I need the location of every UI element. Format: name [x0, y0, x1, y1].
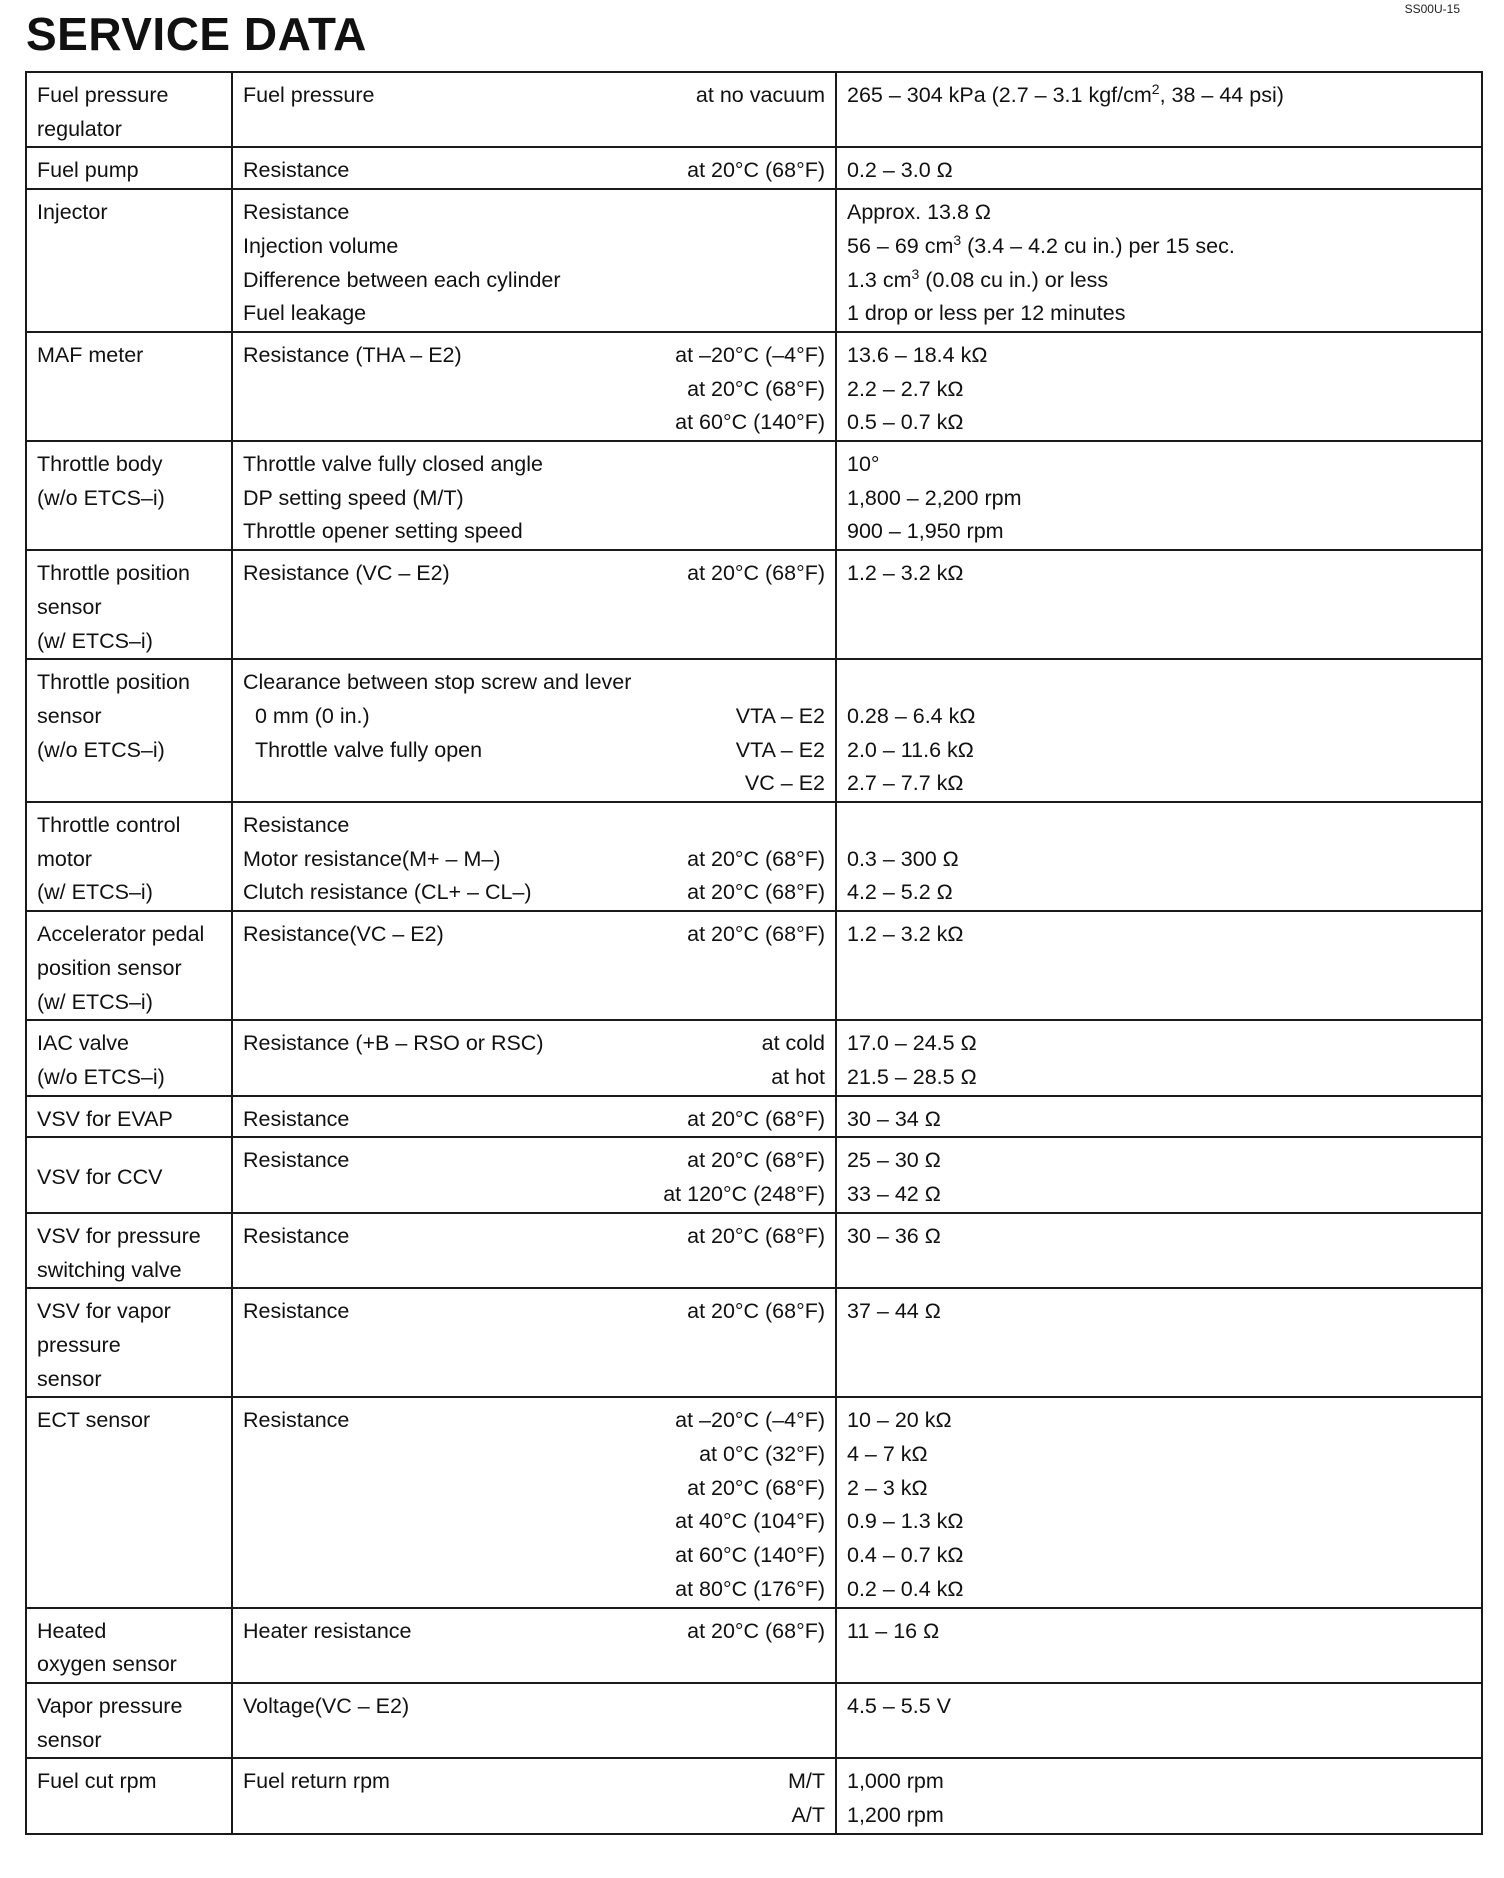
item-line	[243, 1061, 825, 1095]
item-line	[243, 79, 825, 113]
component-name: regulator	[37, 116, 122, 141]
spec-value: 25 – 30 Ω	[847, 1148, 941, 1173]
value-cell	[836, 1020, 1482, 1095]
table-row	[26, 332, 1482, 441]
item-condition: at 20°C (68°F)	[687, 880, 825, 905]
item-line	[243, 297, 825, 331]
item-condition: at 20°C (68°F)	[687, 1475, 825, 1500]
item-condition: at 0°C (32°F)	[699, 1442, 825, 1467]
item-label: Fuel leakage	[243, 301, 367, 326]
item-condition: at 20°C (68°F)	[687, 1148, 825, 1173]
item-condition: M/T	[787, 1769, 825, 1794]
spec-value: 0.4 – 0.7 kΩ	[847, 1543, 964, 1568]
spec-value: 2.2 – 2.7 kΩ	[847, 376, 964, 401]
component-name: sensor	[37, 1727, 102, 1752]
item-cell	[232, 659, 836, 802]
value-cell	[836, 1608, 1482, 1683]
component-cell	[26, 1137, 232, 1212]
item-line	[243, 1144, 825, 1178]
item-condition: at –20°C (–4°F)	[675, 1408, 825, 1433]
item-cell	[232, 332, 836, 441]
item-label: Injection volume	[243, 233, 399, 258]
spec-value: 2 – 3 kΩ	[847, 1475, 928, 1500]
item-label: Resistance	[243, 1148, 350, 1173]
component-name: sensor	[37, 1366, 102, 1391]
component-name: VSV for pressure	[37, 1223, 201, 1248]
value-cell	[836, 1683, 1482, 1758]
spec-value: 0.9 – 1.3 kΩ	[847, 1509, 964, 1534]
table-row	[26, 1096, 1482, 1138]
component-name: Vapor pressure	[37, 1693, 183, 1718]
spec-value: 1,000 rpm	[847, 1769, 944, 1794]
item-label: Resistance	[243, 1408, 350, 1433]
component-name: MAF meter	[37, 342, 144, 367]
item-label: Resistance	[243, 200, 350, 225]
page-title: SERVICE DATA	[26, 8, 367, 60]
item-cell	[232, 1096, 836, 1138]
item-line	[243, 1573, 825, 1607]
spec-value: 30 – 36 Ω	[847, 1223, 941, 1248]
component-name: (w/o ETCS–i)	[37, 1064, 165, 1089]
table-row	[26, 147, 1482, 189]
item-condition: at cold	[761, 1031, 825, 1056]
spec-value: 2.7 – 7.7 kΩ	[847, 771, 964, 796]
table-row	[26, 1758, 1482, 1833]
item-label: Resistance(VC – E2)	[243, 922, 444, 947]
component-name: (w/o ETCS–i)	[37, 485, 165, 510]
component-name: Throttle control	[37, 813, 181, 838]
component-name: Fuel cut rpm	[37, 1769, 157, 1794]
component-cell	[26, 550, 232, 659]
item-label: Voltage(VC – E2)	[243, 1693, 410, 1718]
item-label: Resistance	[243, 1106, 350, 1131]
item-cell	[232, 147, 836, 189]
value-cell	[836, 1137, 1482, 1212]
item-cell	[232, 189, 836, 332]
component-name: ECT sensor	[37, 1408, 151, 1433]
item-line	[243, 406, 825, 440]
component-cell	[26, 659, 232, 802]
table-row	[26, 911, 1482, 1020]
item-cell	[232, 1137, 836, 1212]
spec-value: 0.2 – 3.0 Ω	[847, 158, 953, 183]
spec-value: 1,200 rpm	[847, 1803, 944, 1828]
item-label: Fuel return rpm	[243, 1769, 390, 1794]
table-row	[26, 802, 1482, 911]
component-name: Fuel pump	[37, 158, 139, 183]
item-line	[243, 1295, 825, 1329]
table-row	[26, 1288, 1482, 1397]
table-row	[26, 550, 1482, 659]
item-line	[243, 876, 825, 910]
table-row	[26, 1683, 1482, 1758]
item-cell	[232, 550, 836, 659]
component-name: position sensor	[37, 955, 182, 980]
item-condition: at 20°C (68°F)	[687, 561, 825, 586]
item-line	[243, 1220, 825, 1254]
item-condition: at 20°C (68°F)	[687, 846, 825, 871]
component-cell	[26, 1288, 232, 1397]
item-label: Difference between each cylinder	[243, 267, 561, 292]
item-condition: at 20°C (68°F)	[687, 1106, 825, 1131]
item-condition: at 60°C (140°F)	[675, 410, 825, 435]
item-cell	[232, 1213, 836, 1288]
component-name: sensor	[37, 594, 102, 619]
item-line	[243, 918, 825, 952]
item-label: Resistance	[243, 1223, 350, 1248]
item-line	[243, 482, 825, 516]
spec-value: 17.0 – 24.5 Ω	[847, 1031, 977, 1056]
item-condition: at 20°C (68°F)	[687, 376, 825, 401]
item-line	[243, 196, 825, 230]
item-cell	[232, 1288, 836, 1397]
component-name: (w/ ETCS–i)	[37, 989, 153, 1014]
component-name: VSV for EVAP	[37, 1106, 173, 1131]
spec-value: 30 – 34 Ω	[847, 1106, 941, 1131]
value-cell	[836, 72, 1482, 147]
item-line	[243, 1404, 825, 1438]
item-condition: at 20°C (68°F)	[687, 922, 825, 947]
item-condition: at 40°C (104°F)	[675, 1509, 825, 1534]
table-row	[26, 1020, 1482, 1095]
component-cell	[26, 1020, 232, 1095]
item-condition: at –20°C (–4°F)	[675, 342, 825, 367]
component-name: motor	[37, 846, 92, 871]
item-condition: at 60°C (140°F)	[675, 1543, 825, 1568]
table-row	[26, 72, 1482, 147]
item-condition: A/T	[791, 1803, 825, 1828]
component-name: Throttle position	[37, 670, 190, 695]
value-cell	[836, 441, 1482, 550]
component-name: (w/o ETCS–i)	[37, 737, 165, 762]
component-name: (w/ ETCS–i)	[37, 880, 153, 905]
value-cell	[836, 1096, 1482, 1138]
item-condition: VTA – E2	[735, 737, 825, 762]
item-label: Resistance (VC – E2)	[243, 561, 450, 586]
value-cell	[836, 1758, 1482, 1833]
item-label: DP setting speed (M/T)	[243, 485, 464, 510]
item-line	[243, 448, 825, 482]
item-cell	[232, 1608, 836, 1683]
item-label: Resistance	[243, 813, 350, 838]
item-condition: VC – E2	[744, 771, 825, 796]
table-row	[26, 1213, 1482, 1288]
item-line	[243, 1438, 825, 1472]
item-cell	[232, 911, 836, 1020]
spec-value: 1.2 – 3.2 kΩ	[847, 922, 964, 947]
item-line	[243, 230, 825, 264]
item-cell	[232, 1397, 836, 1607]
table-row	[26, 1608, 1482, 1683]
item-line	[243, 1539, 825, 1573]
item-line	[243, 1799, 825, 1833]
value-cell	[836, 147, 1482, 189]
spec-value: 56 – 69 $cm^3$ (3.4 – 4.2 cu in.) per 15 sec.	[847, 231, 1235, 258]
component-name: VSV for vapor	[37, 1299, 171, 1324]
service-data-body	[26, 72, 1482, 1834]
item-condition: at 20°C (68°F)	[687, 1618, 825, 1643]
item-label: Resistance (THA – E2)	[243, 342, 462, 367]
value-cell	[836, 550, 1482, 659]
spec-value: 1 drop or less per 12 minutes	[847, 301, 1126, 326]
item-label: Resistance (+B – RSO or RSC)	[243, 1031, 544, 1056]
item-line	[243, 557, 825, 591]
component-cell	[26, 1758, 232, 1833]
item-cell	[232, 802, 836, 911]
spec-value: 33 – 42 Ω	[847, 1182, 941, 1207]
spec-value	[847, 809, 1471, 843]
item-line	[243, 154, 825, 188]
item-line	[243, 666, 825, 700]
item-label: Throttle valve fully open	[255, 737, 483, 762]
component-cell	[26, 1213, 232, 1288]
item-line	[243, 339, 825, 373]
item-cell	[232, 1758, 836, 1833]
component-cell	[26, 189, 232, 332]
value-cell	[836, 1288, 1482, 1397]
spec-value: 4.2 – 5.2 Ω	[847, 880, 953, 905]
item-line	[243, 1103, 825, 1137]
component-name: Heated	[37, 1618, 107, 1643]
value-cell	[836, 189, 1482, 332]
item-line	[243, 767, 825, 801]
item-label: Throttle opener setting speed	[243, 519, 523, 544]
item-label: Fuel pressure	[243, 83, 375, 107]
spec-value: 10 – 20 kΩ	[847, 1408, 952, 1433]
item-line	[243, 700, 825, 734]
component-name: Throttle body	[37, 452, 163, 477]
component-name: pressure	[37, 1332, 121, 1357]
component-name: switching valve	[37, 1257, 182, 1282]
spec-value: 2.0 – 11.6 kΩ	[847, 737, 974, 762]
spec-value: 21.5 – 28.5 Ω	[847, 1064, 977, 1089]
spec-value: 265 – 304 kPa (2.7 – 3.1 kgf/$cm^2$, 38 – 44 psi)	[847, 80, 1284, 107]
item-cell	[232, 72, 836, 147]
spec-value: 1,800 – 2,200 rpm	[847, 485, 1022, 510]
component-cell	[26, 441, 232, 550]
component-name: Throttle position	[37, 561, 190, 586]
item-condition: at 20°C (68°F)	[687, 158, 825, 183]
item-label: Heater resistance	[243, 1618, 412, 1643]
item-condition: at hot	[771, 1064, 825, 1089]
spec-value	[847, 666, 1471, 700]
item-line	[243, 1472, 825, 1506]
component-name: IAC valve	[37, 1031, 130, 1056]
spec-value: 900 – 1,950 rpm	[847, 519, 1004, 544]
spec-value: 10°	[847, 452, 880, 477]
spec-value: 4 – 7 kΩ	[847, 1442, 928, 1467]
component-cell	[26, 1397, 232, 1607]
spec-value: 11 – 16 Ω	[847, 1618, 940, 1643]
item-label: Resistance	[243, 1299, 350, 1324]
spec-value: 0.5 – 0.7 kΩ	[847, 410, 964, 435]
component-name: Fuel pressure	[37, 83, 169, 107]
item-condition: at no vacuum	[695, 83, 825, 107]
spec-value: 1.2 – 3.2 kΩ	[847, 561, 964, 586]
component-cell	[26, 802, 232, 911]
item-cell	[232, 1020, 836, 1095]
spec-value: Approx. 13.8 Ω	[847, 200, 991, 225]
item-label: Resistance	[243, 158, 350, 183]
value-cell	[836, 332, 1482, 441]
service-data-table	[25, 71, 1483, 1835]
item-line	[243, 1615, 825, 1649]
page-code: SS00U-15	[1404, 2, 1460, 16]
item-line	[243, 1027, 825, 1061]
value-cell	[836, 802, 1482, 911]
value-cell	[836, 1397, 1482, 1607]
item-condition: at 120°C (248°F)	[663, 1182, 825, 1207]
component-name: Accelerator pedal	[37, 922, 205, 947]
item-label: Clutch resistance (CL+ – CL–)	[243, 880, 532, 905]
item-condition: at 80°C (176°F)	[675, 1576, 825, 1601]
component-cell	[26, 332, 232, 441]
item-cell	[232, 441, 836, 550]
item-condition: at 20°C (68°F)	[687, 1299, 825, 1324]
component-name: Injector	[37, 200, 108, 225]
component-cell	[26, 1683, 232, 1758]
component-name: oxygen sensor	[37, 1652, 177, 1677]
spec-value: 0.28 – 6.4 kΩ	[847, 703, 976, 728]
spec-value: 4.5 – 5.5 V	[847, 1693, 951, 1718]
spec-value: 0.2 – 0.4 kΩ	[847, 1576, 964, 1601]
item-line	[243, 1505, 825, 1539]
spec-value: 0.3 – 300 Ω	[847, 846, 959, 871]
item-cell	[232, 1683, 836, 1758]
component-cell	[26, 72, 232, 147]
item-condition: at 20°C (68°F)	[687, 1223, 825, 1248]
item-line	[243, 809, 825, 843]
component-cell	[26, 147, 232, 189]
table-row	[26, 189, 1482, 332]
item-label: 0 mm (0 in.)	[255, 703, 370, 728]
component-cell	[26, 1096, 232, 1138]
table-row	[26, 659, 1482, 802]
item-condition: VTA – E2	[735, 703, 825, 728]
item-label: Motor resistance(M+ – M–)	[243, 846, 501, 871]
component-name: VSV for CCV	[37, 1165, 163, 1190]
item-label: Clearance between stop screw and lever	[243, 670, 632, 695]
component-name: sensor	[37, 703, 102, 728]
component-cell	[26, 1608, 232, 1683]
value-cell	[836, 659, 1482, 802]
item-line	[243, 373, 825, 407]
table-row	[26, 1397, 1482, 1607]
item-line	[243, 843, 825, 877]
value-cell	[836, 1213, 1482, 1288]
spec-value: 37 – 44 Ω	[847, 1299, 941, 1324]
item-label: Throttle valve fully closed angle	[243, 452, 543, 477]
spec-value: 1.3 $cm^3$ (0.08 cu in.) or less	[847, 265, 1109, 292]
item-line	[243, 1765, 825, 1799]
component-cell	[26, 911, 232, 1020]
table-row	[26, 441, 1482, 550]
component-name: (w/ ETCS–i)	[37, 628, 153, 653]
item-line	[243, 515, 825, 549]
item-line	[243, 1178, 825, 1212]
value-cell	[836, 911, 1482, 1020]
spec-value: 13.6 – 18.4 kΩ	[847, 342, 988, 367]
item-line	[243, 734, 825, 768]
item-line	[243, 264, 825, 298]
table-row	[26, 1137, 1482, 1212]
item-line	[243, 1690, 825, 1724]
